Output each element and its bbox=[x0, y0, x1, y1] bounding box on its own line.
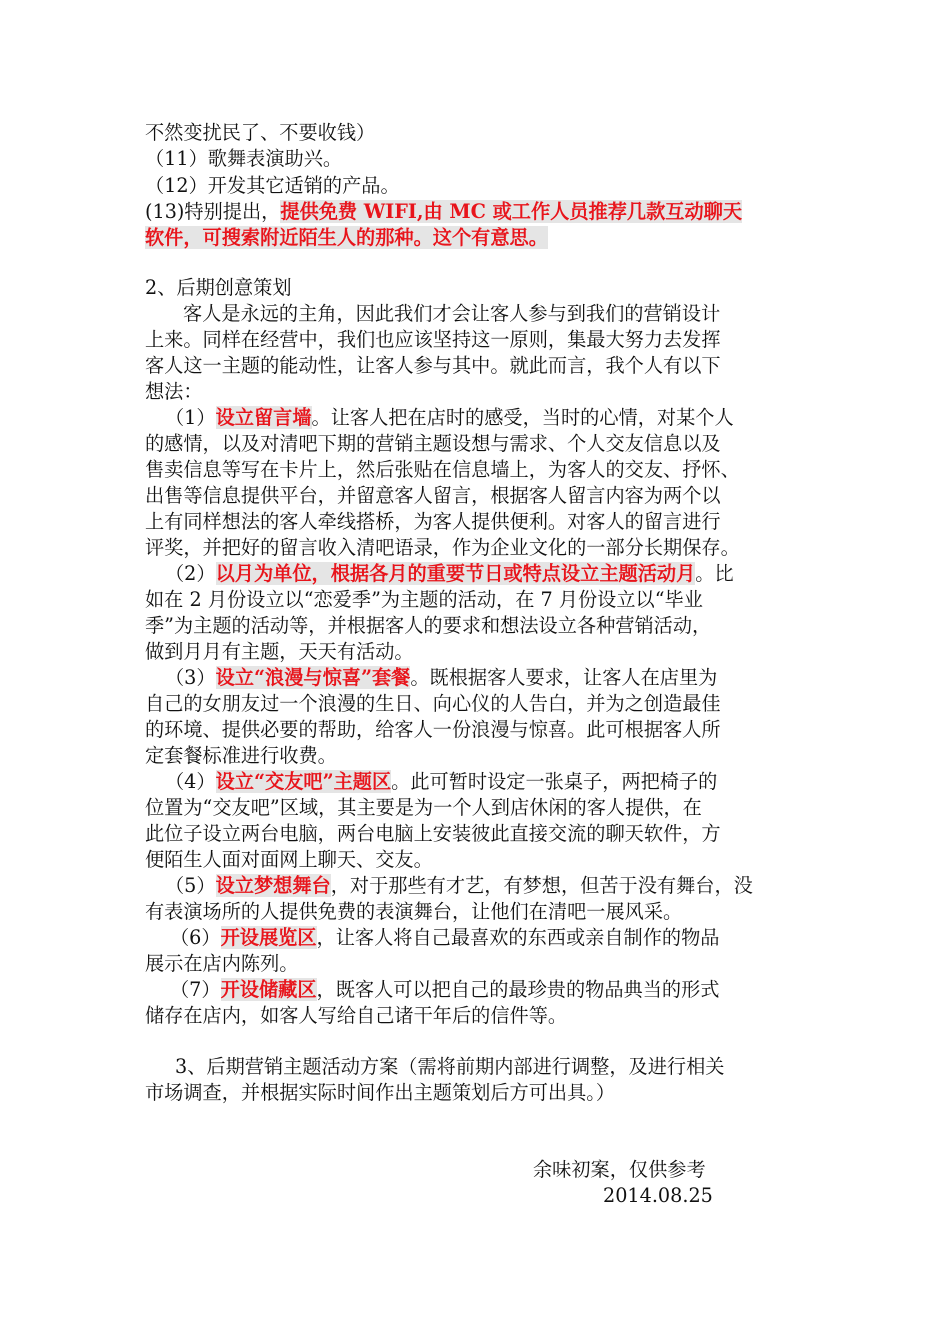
idea-item-3 bbox=[165, 665, 717, 691]
text-span: 季”为主题的活动等，并根据客人的要求和想法设立各种营销活动， bbox=[145, 614, 712, 637]
paragraph-line bbox=[145, 457, 740, 483]
text-span: 便陌生人面对面网上聊天、交友。 bbox=[145, 848, 433, 871]
paragraph-line bbox=[145, 509, 721, 535]
item-text: 。比 bbox=[695, 562, 734, 585]
text-span: 自己的女朋友过一个浪漫的生日、向心仪的人告白，并为之创造最佳 bbox=[145, 692, 721, 715]
paragraph-line bbox=[145, 639, 414, 665]
text-span: 位置为“交友吧”区域，其主要是为一个人到店休闲的客人提供，在 bbox=[145, 796, 702, 819]
list-item-11 bbox=[145, 146, 342, 172]
paragraph-line bbox=[145, 743, 337, 769]
paragraph-line bbox=[145, 431, 721, 457]
paragraph-line bbox=[145, 951, 299, 977]
heading-text: 2、后期创意策划 bbox=[145, 276, 292, 299]
text-span: 市场调查，并根据实际时间作出主题策划后方可出具。） bbox=[145, 1081, 616, 1104]
item-number: （6） bbox=[170, 926, 221, 949]
text-span: 3、后期营销主题活动方案（需将前期内部进行调整，及进行相关 bbox=[175, 1055, 725, 1078]
text-span: 做到月月有主题，天天有活动。 bbox=[145, 640, 414, 663]
text-span: （11）歌舞表演助兴。 bbox=[145, 147, 343, 170]
paragraph-line bbox=[145, 795, 702, 821]
text-span: 评奖，并把好的留言收入清吧语录，作为企业文化的一部分长期保存。 bbox=[145, 536, 740, 559]
idea-item-2 bbox=[165, 561, 734, 587]
item-prefix: (13)特别提出， bbox=[145, 200, 281, 223]
item-text: ，让客人将自己最喜欢的东西或亲自制作的物品 bbox=[316, 926, 720, 949]
text-span: 客人是永远的主角，因此我们才会让客人参与到我们的营销设计 bbox=[183, 302, 721, 325]
item-text: 。既根据客人要求，让客人在店里为 bbox=[410, 666, 718, 689]
text-span: （12）开发其它适销的产品。 bbox=[145, 174, 400, 197]
item-text: 。让客人把在店时的感受，当时的心情，对某个人 bbox=[311, 406, 734, 429]
item-text: ，对于那些有才艺，有梦想，但苦于没有舞台，没 bbox=[330, 874, 753, 897]
text-span: 客人这一主题的能动性，让客人参与其中。就此而言，我个人有以下 bbox=[145, 354, 721, 377]
text-span: 的感情，以及对清吧下期的营销主题设想与需求、个人交友信息以及 bbox=[145, 432, 721, 455]
section-heading-3 bbox=[175, 1054, 724, 1080]
paragraph-line bbox=[145, 717, 721, 743]
text-span: 出售等信息提供平台，并留意客人留言，根据客人留言内容为两个以 bbox=[145, 484, 721, 507]
item-text: ，既客人可以把自己的最珍贵的物品典当的形式 bbox=[316, 978, 720, 1001]
paragraph-line bbox=[145, 353, 721, 379]
section-heading-2 bbox=[145, 275, 292, 301]
paragraph-line bbox=[145, 327, 721, 353]
paragraph-line bbox=[145, 821, 721, 847]
item-number: （4） bbox=[165, 770, 216, 793]
paragraph-line bbox=[145, 1080, 615, 1106]
text-span: 展示在店内陈列。 bbox=[145, 952, 299, 975]
idea-item-4 bbox=[165, 769, 717, 795]
paragraph-line bbox=[145, 379, 203, 405]
text-span: 有表演场所的人提供免费的表演舞台，让他们在清吧一展风采。 bbox=[145, 900, 683, 923]
item-title: 开设储藏区 bbox=[220, 978, 317, 1001]
text-span: 上来。同样在经营中，我们也应该坚持这一原则，集最大努力去发挥 bbox=[145, 328, 721, 351]
item-text: 。此可暂时设定一张桌子，两把椅子的 bbox=[391, 770, 718, 793]
paragraph-line bbox=[145, 587, 703, 613]
text-span: 售卖信息等写在卡片上，然后张贴在信息墙上，为客人的交友、抒怀、 bbox=[145, 458, 740, 481]
list-item-13-continued bbox=[145, 225, 548, 251]
text-span: 2014.08.25 bbox=[603, 1184, 713, 1207]
signature-date bbox=[603, 1183, 713, 1209]
text-span: 上有同样想法的客人牵线搭桥，为客人提供便利。对客人的留言进行 bbox=[145, 510, 721, 533]
paragraph-line bbox=[145, 1003, 567, 1029]
item-title: 设立“浪漫与惊喜”套餐 bbox=[215, 666, 411, 689]
idea-item-6 bbox=[170, 925, 719, 951]
paragraph-line bbox=[145, 847, 433, 873]
item-title: 设立梦想舞台 bbox=[215, 874, 331, 897]
text-span: 余味初案，仅供参考 bbox=[533, 1158, 706, 1181]
text-line bbox=[145, 120, 375, 146]
item-number: （2） bbox=[165, 562, 216, 585]
text-span: 不然变扰民了、不要收钱） bbox=[145, 121, 376, 144]
paragraph-line bbox=[145, 899, 682, 925]
item-title: 设立留言墙 bbox=[215, 406, 312, 429]
paragraph-line bbox=[145, 613, 711, 639]
idea-item-5 bbox=[165, 873, 753, 899]
item-number: （3） bbox=[165, 666, 216, 689]
highlighted-text: 提供免费 WIFI,由 MC 或工作人员推荐几款互动聊天 bbox=[280, 200, 743, 223]
text-span: 此位子设立两台电脑，两台电脑上安装彼此直接交流的聊天软件，方 bbox=[145, 822, 721, 845]
text-span: 想法： bbox=[145, 380, 203, 403]
signature-note bbox=[533, 1157, 706, 1183]
item-title: 开设展览区 bbox=[220, 926, 317, 949]
item-title: 设立“交友吧”主题区 bbox=[215, 770, 392, 793]
idea-item-1 bbox=[165, 405, 734, 431]
text-span: 定套餐标准进行收费。 bbox=[145, 744, 337, 767]
paragraph-line bbox=[145, 691, 721, 717]
paragraph-line bbox=[145, 535, 740, 561]
item-title: 以月为单位，根据各月的重要节日或特点设立主题活动月 bbox=[215, 562, 696, 585]
text-span: 如在 2 月份设立以“恋爱季”为主题的活动，在 7 月份设立以“毕业 bbox=[145, 588, 703, 611]
item-number: （7） bbox=[170, 978, 221, 1001]
text-span: 的环境、提供必要的帮助，给客人一份浪漫与惊喜。此可根据客人所 bbox=[145, 718, 721, 741]
item-number: （5） bbox=[165, 874, 216, 897]
paragraph-line bbox=[145, 483, 721, 509]
text-span: 储存在店内，如客人写给自己诸干年后的信件等。 bbox=[145, 1004, 568, 1027]
item-number: （1） bbox=[165, 406, 216, 429]
list-item-13 bbox=[145, 199, 742, 225]
idea-item-7 bbox=[170, 977, 719, 1003]
list-item-12 bbox=[145, 173, 400, 199]
highlighted-text: 软件，可搜索附近陌生人的那种。这个有意思。 bbox=[145, 226, 548, 249]
paragraph-line bbox=[183, 301, 720, 327]
